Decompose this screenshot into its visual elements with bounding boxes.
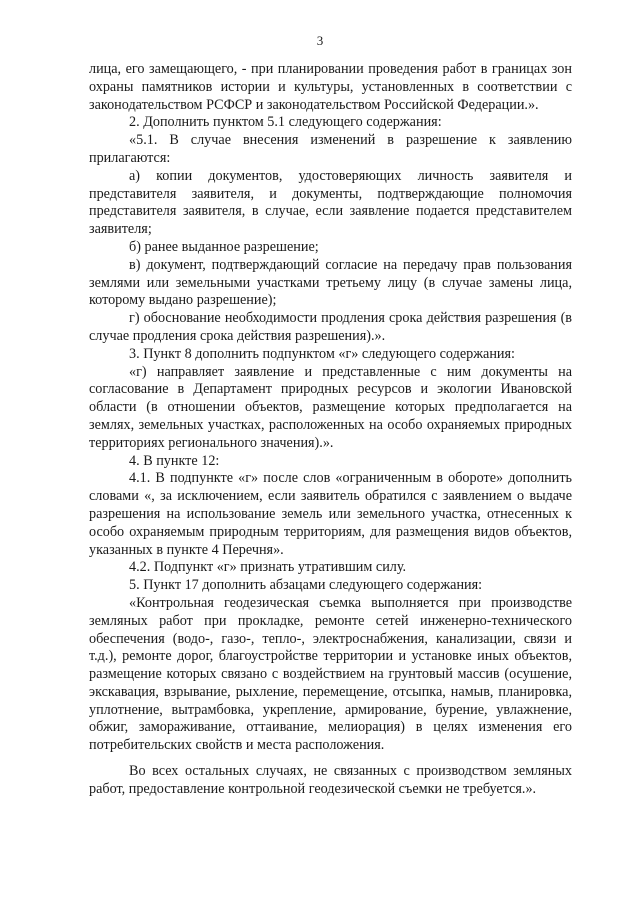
paragraph-continuation: лица, его замещающего, - при планировании проведения работ в границах зон охраны памятников истории и культуры, установленных в соответствии с законодательством РСФСР и законодательством Российской Федерации.». xyxy=(89,61,572,113)
paragraph-item-5-text-2: Во всех остальных случаях, не связанных с производством земляных работ, предоставление контрольной геодезической съемки не требуется.». xyxy=(89,763,572,797)
paragraph-item-3: 3. Пункт 8 дополнить подпунктом «г» следующего содержания: xyxy=(129,345,515,362)
paragraph-item-5: 5. Пункт 17 дополнить абзацами следующего содержания: xyxy=(129,577,483,594)
paragraph-item-2: 2. Дополнить пунктом 5.1 следующего содержания: xyxy=(129,114,442,131)
paragraph-subitem-b: б) ранее выданное разрешение; xyxy=(129,238,319,255)
paragraph-subitem-g: г) обоснование необходимости продления срока действия разрешения (в случае продления срока действия разрешения).». xyxy=(89,310,572,344)
page-number: 3 xyxy=(316,33,324,48)
document-body xyxy=(89,61,572,799)
paragraph-item-4-2: 4.2. Подпункт «г» признать утратившим силу. xyxy=(129,559,407,576)
paragraph-item-4: 4. В пункте 12: xyxy=(129,452,220,469)
paragraph-item-4-1: 4.1. В подпункте «г» после слов «ограниченным в обороте» дополнить словами «, за исключением, если заявитель обратился с заявлением о выдаче разрешения на использование земель или земельного участка, отнесенных к особо охраняемым природным территориям, для размещения видов объектов, указанных в пункте 4 Перечня». xyxy=(89,470,572,558)
paragraph-item-3-text: «г) направляет заявление и представленные с ним документы на согласование в Департамент природных ресурсов и экологии Ивановской области (в отношении объектов, размещение которых предполагается на землях, земельных участках, расположенных на особо охраняемых природных территориях регионального значения).». xyxy=(89,363,572,451)
paragraph-item-5-text-1: «Контрольная геодезическая съемка выполняется при производстве земляных работ при прокладке, ремонте сетей инженерно-технического обеспечения (водо-, газо-, тепло-, электроснабжения, канализации, связи и т.д.), ремонте дорог, благоустройстве территории и установке иных объектов, размещение которых связано с воздействием на грунтовый массив (осушение, экскавация, взрывание, рыхление, перемещение, отсыпка, намыв, планировка, уплотнение, вытрамбовка, укрепление, армирование, бурение, увлажнение, обжиг, замораживание, оттаивание, мелиорация) в целях изменения его потребительских свойств и места расположения. xyxy=(89,594,572,754)
paragraph-subitem-a: а) копии документов, удостоверяющих личность заявителя и представителя заявителя, и документы, подтверждающие полномочия представителя заявителя, в случае, если заявление подается представителем заявителя; xyxy=(89,167,572,238)
paragraph-item-5-1: «5.1. В случае внесения изменений в разрешение к заявлению прилагаются: xyxy=(89,132,572,166)
paragraph-subitem-v: в) документ, подтверждающий согласие на передачу прав пользования землями или земельными участками третьему лицу (в случае замены лица, которому выдано разрешение); xyxy=(89,256,572,309)
